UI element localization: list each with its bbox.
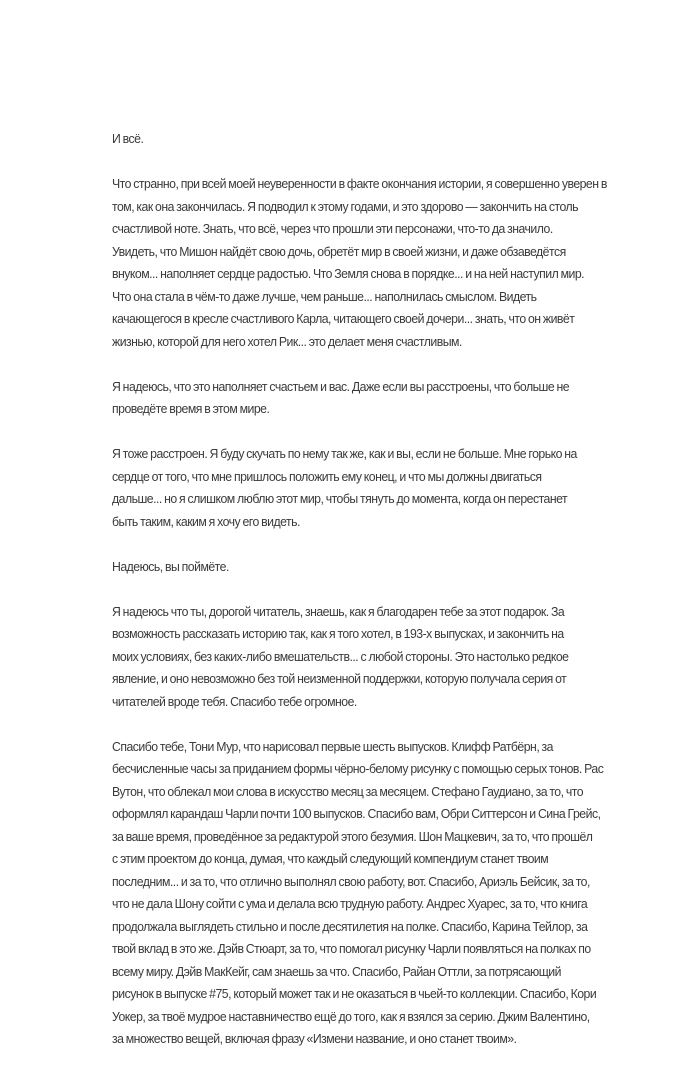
paragraph <box>112 128 590 151</box>
text-line: Вутон, что облекал мои слова в искусство месяц за месяцем. Стефано Гаудиано, за то, что <box>112 783 584 799</box>
document-page <box>112 128 607 1073</box>
text-line: возможность рассказать историю так, как я того хотел, в 193-х выпусках, и закончить на <box>112 626 564 641</box>
text-line: Я надеюсь, что это наполняет счастьем и вас. Даже если вы расстроены, что больше не <box>112 378 570 394</box>
text-line: читателей вроде тебя. Спасибо тебе огромное. <box>112 693 357 709</box>
paragraph <box>112 556 590 579</box>
text-line: том, как она закончилась. Я подводил к этому годами, и это здорово — закончить на столь <box>112 198 579 214</box>
text-line: с этим проектом до конца, думая, что каждый следующий компендиум станет твоим <box>112 851 549 866</box>
text-line: за множество вещей, включая фразу «Измени название, и оно станет твоим». <box>112 1031 517 1046</box>
text-line: бесчисленные часы за приданием формы чёрно-белому рисунку с помощью серых тонов. Рас <box>112 761 604 776</box>
text-line: Спасибо тебе, Тони Мур, что нарисовал первые шесть выпусков. Клифф Ратбёрн, за <box>112 738 553 754</box>
paragraph <box>112 173 607 353</box>
text-line: Я надеюсь что ты, дорогой читатель, знаешь, как я благодарен тебе за этот подарок. За <box>112 603 565 619</box>
paragraph <box>112 601 590 714</box>
text-line: твой вклад в это же. Дэйв Стюарт, за то, что помогал рисунку Чарли появляться на полках по <box>112 941 591 956</box>
text-line: сердце от того, что мне пришлось положить ему конец, и что мы должны двигаться <box>112 468 542 484</box>
text-line: качающегося в кресле счастливого Карла, читающего своей дочери... знать, что он живёт <box>112 311 575 326</box>
text-line: моих условиях, без каких-либо вмешательств... с любой стороны. Это настолько редкое <box>112 648 569 664</box>
text-line: Я тоже расстроен. Я буду скучать по нему так же, как и вы, если не больше. Мне горько на <box>112 446 577 461</box>
text-line: рисунок в выпуске #75, который может так и не оказаться в чьей-то коллекции. Спасибо, Кори <box>112 986 597 1001</box>
text-line: Что она стала в чём-то даже лучше, чем раньше... наполнилась смыслом. Видеть <box>112 288 537 304</box>
text-line: И всё. <box>112 131 144 146</box>
text-line: дальше... но я слишком люблю этот мир, чтобы тянуть до момента, когда он перестанет <box>112 491 568 506</box>
text-line: оформлял карандаш Чарли почти 100 выпусков. Спасибо вам, Обри Ситтерсон и Сина Грейс, <box>112 806 601 821</box>
text-line: жизнью, которой для него хотел Рик... это делает меня счастливым. <box>112 333 462 349</box>
text-line: явление, и оно невозможно без той неизменной поддержки, которую получала серия от <box>112 671 567 686</box>
text-line: последним... и за то, что отлично выполнял свою работу, вот. Спасибо, Ариэль Бейсик, за то, <box>112 873 590 889</box>
text-line: Увидеть, что Мишон найдёт свою дочь, обретёт мир в своей жизни, и даже обзаведётся <box>112 243 566 259</box>
paragraph <box>112 736 604 1051</box>
text-line: всему миру. Дэйв МакКейг, сам знаешь за что. Спасибо, Райан Оттли, за потрясающий <box>112 963 561 979</box>
text-line: за ваше время, проведённое за редактурой этого безумия. Шон Мацкевич, за то, что прошёл <box>112 828 593 844</box>
text-line: быть таким, каким я хочу его видеть. <box>112 513 300 529</box>
text-line: счастливой ноте. Знать, что всё, через что прошли эти персонажи, что-то да значило. <box>112 221 553 236</box>
text-line: продолжала выглядеть стильно и после десятилетия на полке. Спасибо, Карина Тейлор, за <box>112 918 588 934</box>
paragraph <box>112 376 590 421</box>
text-line: внуком... наполняет сердце радостью. Что Земля снова в порядке... и на ней наступил мир. <box>112 266 585 281</box>
text-line: Надеюсь, вы поймёте. <box>112 558 229 574</box>
text-line: проведёте время в этом мире. <box>112 401 270 416</box>
text-line: Уокер, за твоё мудрое наставничество ещё до того, как я взялся за серию. Джим Валентино, <box>112 1008 590 1024</box>
paragraph <box>112 443 590 533</box>
text-line: что не дала Шону сойти с ума и делала всю трудную работу. Андрес Хуарес, за то, что книга <box>112 896 588 911</box>
text-line: Что странно, при всей моей неуверенности в факте окончания истории, я совершенно уверен в <box>112 176 607 191</box>
